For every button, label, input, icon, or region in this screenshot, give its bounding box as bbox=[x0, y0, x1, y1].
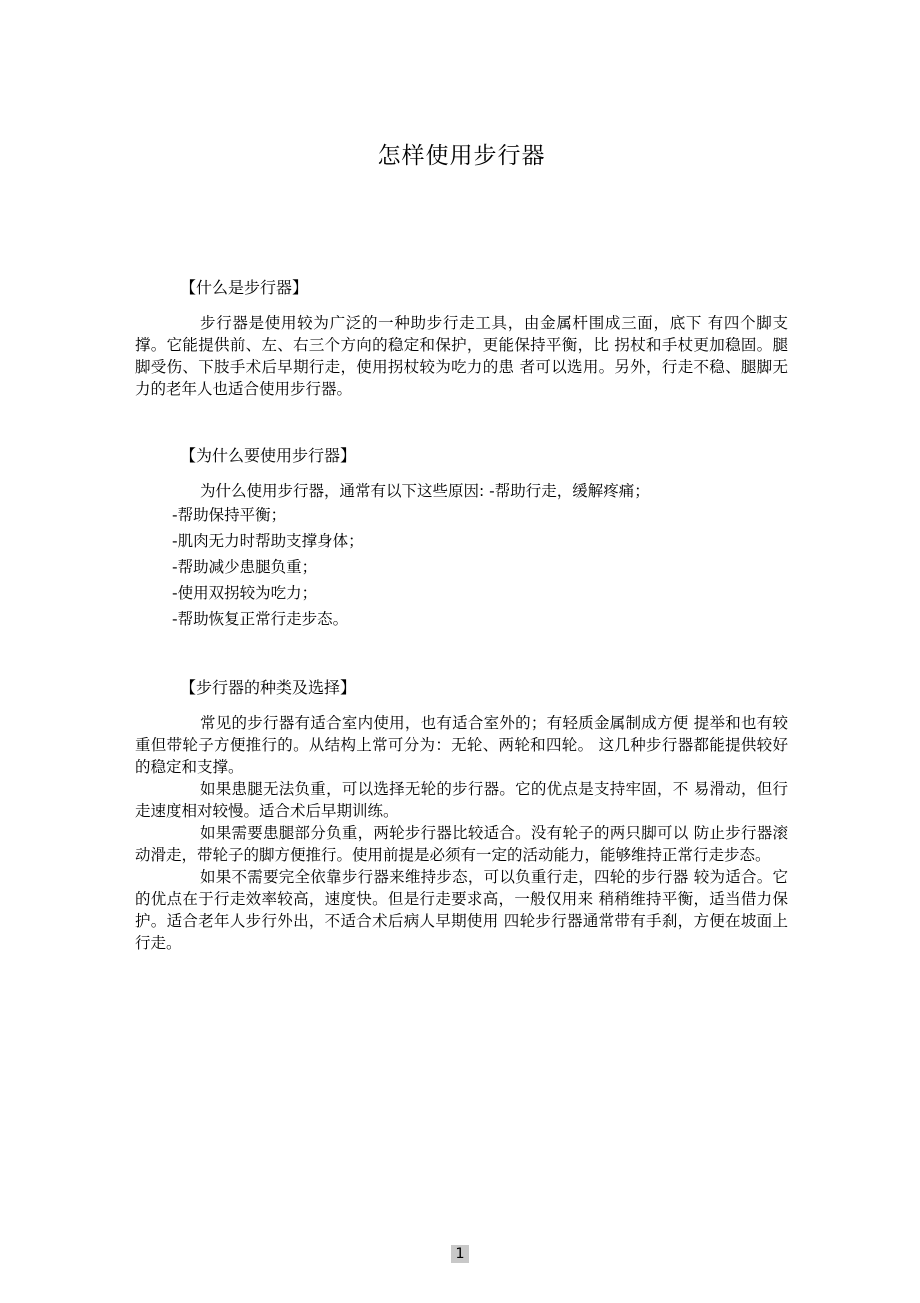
paragraph: 常见的步行器有适合室内使用，也有适合室外的；有轻质金属制成方便 提举和也有较重但带轮子方便推行的。从结构上常可分为：无轮、两轮和四轮。 这几种步行器都能提供较好的稳定和支撑。 bbox=[135, 714, 788, 776]
section-heading: 【步行器的种类及选择】 bbox=[180, 678, 357, 697]
paragraph: 为什么使用步行器，通常有以下这些原因: -帮助行走，缓解疼痛； bbox=[200, 482, 650, 500]
paragraph: 步行器是使用较为广泛的一种助步行走工具，由金属杆围成三面，底下 有四个脚支撑。它能提供前、左、右三个方向的稳定和保护，更能保持平衡，比 拐杖和手杖更加稳固。腿脚受伤、下肢手术后早期行走，使用拐杖较为吃力的患 者可以选用。另外，行走不稳、腿脚无力的老年人也适合使用步行器。 bbox=[135, 314, 788, 398]
section-heading: 【什么是步行器】 bbox=[180, 278, 309, 297]
document-title: 怎样使用步行器 bbox=[377, 143, 546, 169]
list-item: -帮助减少患腿负重； bbox=[172, 558, 318, 576]
page-number: 1 bbox=[451, 1245, 468, 1263]
page-footer bbox=[0, 1243, 920, 1263]
paragraph: 如果患腿无法负重，可以选择无轮的步行器。它的优点是支持牢固，不 易滑动，但行走速度相对较慢。适合术后早期训练。 bbox=[135, 780, 788, 820]
list-item: -帮助保持平衡； bbox=[172, 506, 287, 524]
paragraph: 如果需要患腿部分负重，两轮步行器比较适合。没有轮子的两只脚可以 防止步行器滚动滑走，带轮子的脚方便推行。使用前提是必须有一定的活动能力，能够维持正常行走步态。 bbox=[135, 824, 788, 864]
list-item: -使用双拐较为吃力； bbox=[172, 584, 318, 602]
list-item: -肌肉无力时帮助支撑身体； bbox=[172, 532, 364, 550]
section-why-use-walker bbox=[135, 446, 788, 632]
list-item: -帮助恢复正常行走步态。 bbox=[172, 610, 349, 628]
section-heading: 【为什么要使用步行器】 bbox=[180, 446, 357, 465]
section-what-is-walker bbox=[135, 278, 788, 400]
paragraph: 如果不需要完全依靠步行器来维持步态，可以负重行走，四轮的步行器 较为适合。它的优点在于行走效率较高，速度快。但是行走要求高，一般仅用来 稍稍维持平衡，适当借力保护。适合老年人步行外出，不适合术后病人早期使用 四轮步行器通常带有手刹，方便在坡面上行走。 bbox=[135, 868, 788, 952]
section-walker-types bbox=[135, 678, 788, 954]
